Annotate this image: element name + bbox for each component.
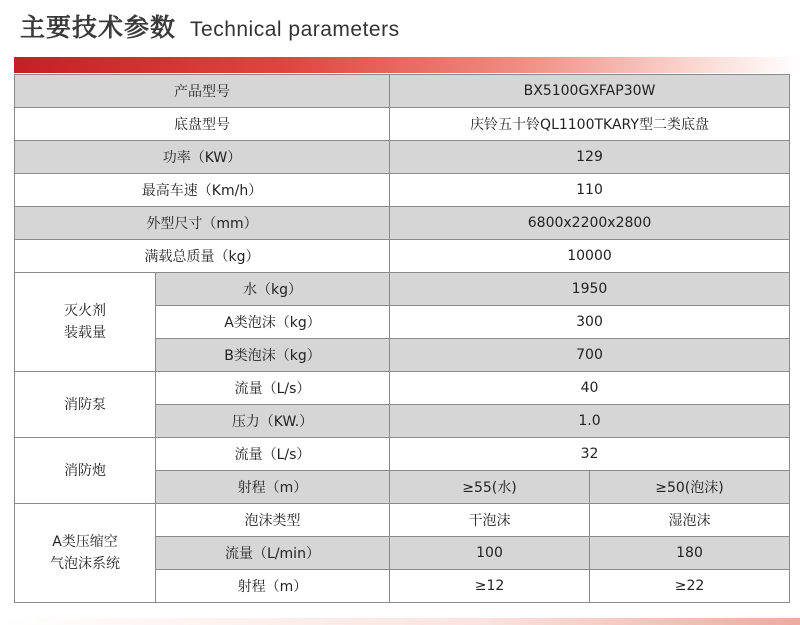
page-title: 主要技术参数 (20, 13, 177, 42)
row-value-water: 1950 (390, 273, 790, 306)
table-row (15, 75, 790, 108)
group-fire-pump: 消防泵 (15, 372, 156, 438)
row-label-pump-pressure: 压力（KW.） (156, 405, 390, 438)
row-value-cafs-flow-dry: 100 (390, 537, 590, 570)
row-label-speed: 最高车速（Km/h） (15, 174, 390, 207)
row-label-power: 功率（KW） (15, 141, 390, 174)
row-label-cafs-flow: 流量（L/min） (156, 537, 390, 570)
group-agent-line2: 装载量 (64, 325, 106, 341)
row-value-pump-flow: 40 (390, 372, 790, 405)
table-row (15, 273, 790, 306)
row-value-chassis: 庆铃五十铃QL1100TKARY型二类底盘 (390, 108, 790, 141)
group-cafs-line2: 气泡沫系统 (50, 556, 120, 572)
group-agent-capacity (15, 273, 156, 372)
group-fire-monitor: 消防炮 (15, 438, 156, 504)
row-value-monitor-range-water: ≥55(水) (390, 471, 590, 504)
row-value-speed: 110 (390, 174, 790, 207)
row-label-cafs-range: 射程（m） (156, 570, 390, 603)
row-label-monitor-range: 射程（m） (156, 471, 390, 504)
row-value-pump-pressure: 1.0 (390, 405, 790, 438)
row-value-cafs-flow-wet: 180 (590, 537, 790, 570)
row-label-foam-b: B类泡沫（kg） (156, 339, 390, 372)
table-row (15, 372, 790, 405)
table-row (15, 504, 790, 537)
row-label-model: 产品型号 (15, 75, 390, 108)
spec-table (14, 74, 790, 603)
accent-bar (14, 57, 800, 73)
row-label-chassis: 底盘型号 (15, 108, 390, 141)
bottom-accent (0, 618, 800, 625)
row-label-foam-type: 泡沫类型 (156, 504, 390, 537)
row-value-dimensions: 6800x2200x2800 (390, 207, 790, 240)
row-label-gross-mass: 满载总质量（kg） (15, 240, 390, 273)
row-value-foam-a: 300 (390, 306, 790, 339)
group-cafs-line1: A类压缩空 (52, 534, 118, 550)
page-header (20, 8, 400, 44)
table-row (15, 207, 790, 240)
row-value-cafs-range-dry: ≥12 (390, 570, 590, 603)
row-label-pump-flow: 流量（L/s） (156, 372, 390, 405)
group-cafs (15, 504, 156, 603)
row-value-foam-type-wet: 湿泡沫 (590, 504, 790, 537)
row-value-foam-b: 700 (390, 339, 790, 372)
row-label-water: 水（kg） (156, 273, 390, 306)
table-row (15, 108, 790, 141)
row-label-monitor-flow: 流量（L/s） (156, 438, 390, 471)
table-row (15, 438, 790, 471)
row-value-power: 129 (390, 141, 790, 174)
page-subtitle: Technical parameters (190, 18, 400, 41)
group-agent-line1: 灭火剂 (64, 303, 106, 319)
row-value-gross-mass: 10000 (390, 240, 790, 273)
row-label-foam-a: A类泡沫（kg） (156, 306, 390, 339)
table-row (15, 141, 790, 174)
row-label-dimensions: 外型尺寸（mm） (15, 207, 390, 240)
table-row (15, 240, 790, 273)
table-row (15, 174, 790, 207)
row-value-monitor-range-foam: ≥50(泡沫) (590, 471, 790, 504)
row-value-monitor-flow: 32 (390, 438, 790, 471)
row-value-foam-type-dry: 干泡沫 (390, 504, 590, 537)
row-value-model: BX5100GXFAP30W (390, 75, 790, 108)
row-value-cafs-range-wet: ≥22 (590, 570, 790, 603)
